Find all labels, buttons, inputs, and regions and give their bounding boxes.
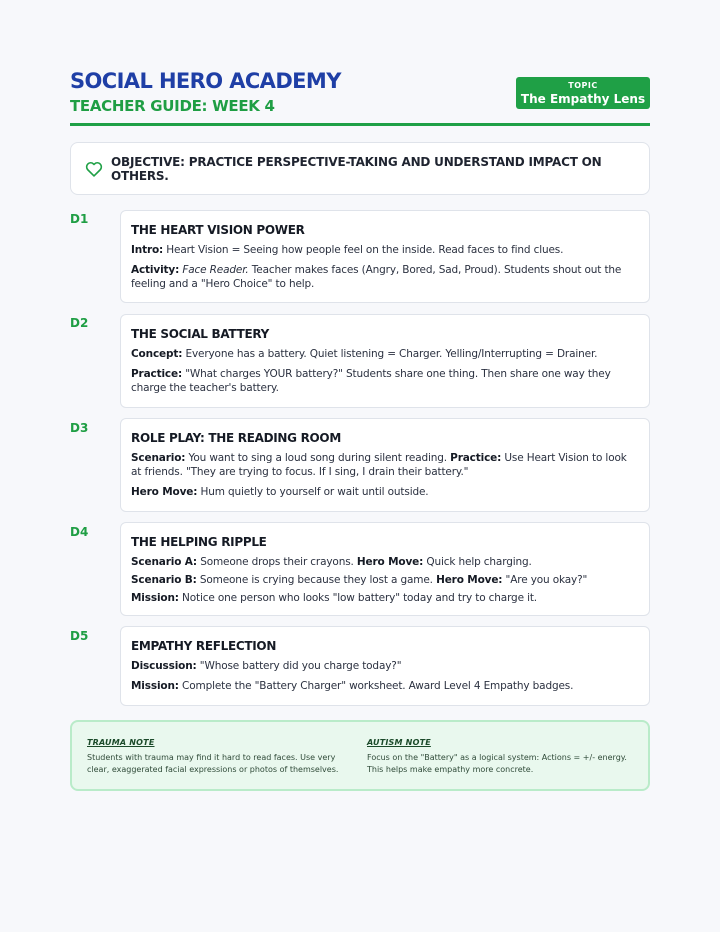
day-label-d1: D1 — [70, 212, 89, 226]
autism-note — [367, 738, 629, 776]
trauma-note-text: Students with trauma may find it hard to read faces. Use very clear, exaggerated facial expressions or photos of themselves. — [87, 753, 339, 774]
scenario-b-label: Scenario B: — [131, 574, 197, 586]
autism-note-title: AUTISM NOTE — [367, 738, 431, 747]
hero-move-line — [131, 485, 639, 499]
page-subtitle: TEACHER GUIDE: WEEK 4 — [70, 97, 275, 115]
intro-text: Heart Vision = Seeing how people feel on the inside. Read faces to find clues. — [163, 244, 564, 256]
hero-move-text: "Are you okay?" — [502, 574, 588, 586]
discussion-label: Discussion: — [131, 660, 197, 672]
day-card-d4 — [120, 522, 650, 616]
topic-badge — [516, 77, 650, 109]
practice-label: Practice: — [131, 368, 182, 380]
day-title: THE HELPING RIPPLE — [131, 535, 267, 549]
day-label-d2: D2 — [70, 316, 89, 330]
objective-text: OBJECTIVE: PRACTICE PERSPECTIVE-TAKING AND UNDERSTAND IMPACT ON OTHERS. — [111, 154, 602, 183]
topic-value: The Empathy Lens — [520, 92, 646, 106]
concept-text: Everyone has a battery. Quiet listening = Charger. Yelling/Interrupting = Drainer. — [182, 348, 598, 360]
scenario-line — [131, 451, 639, 479]
mission-line — [131, 591, 639, 605]
mission-line — [131, 679, 639, 693]
header-divider — [70, 123, 650, 126]
trauma-note-title: TRAUMA NOTE — [87, 738, 155, 747]
scenario-text: You want to sing a loud song during silent reading. — [185, 452, 451, 464]
hero-move-label: Hero Move: — [131, 486, 198, 498]
scenario-a-label: Scenario A: — [131, 556, 197, 568]
objective-box — [70, 142, 650, 195]
hero-move-text: Quick help charging. — [423, 556, 532, 568]
header — [70, 68, 650, 128]
day-title: EMPATHY REFLECTION — [131, 639, 277, 653]
mission-text: Notice one person who looks "low battery" today and try to charge it. — [178, 592, 537, 604]
hero-move-label: Hero Move: — [436, 574, 503, 586]
activity-label: Activity: — [131, 264, 180, 276]
activity-text: Teacher makes faces (Angry, Bored, Sad, Proud). Students shout out the feeling and a "Hero Choice" to help. — [131, 264, 622, 290]
activity-name: Face Reader. — [182, 264, 249, 276]
practice-text: Use Heart Vision to look at friends. "They are trying to focus. If I sing, I drain their battery." — [131, 452, 627, 478]
practice-line — [131, 367, 639, 395]
discussion-text: "Whose battery did you charge today?" — [196, 660, 402, 672]
page-title: SOCIAL HERO ACADEMY — [70, 69, 341, 93]
day-card-d5 — [120, 626, 650, 706]
day-label-d3: D3 — [70, 421, 89, 435]
day-card-d1 — [120, 210, 650, 303]
scenario-label: Scenario: — [131, 452, 186, 464]
scenario-b-text: Someone is crying because they lost a game. — [196, 574, 437, 586]
mission-text: Complete the "Battery Charger" worksheet. Award Level 4 Empathy badges. — [178, 680, 574, 692]
concept-line — [131, 347, 639, 361]
hero-move-text: Hum quietly to yourself or wait until outside. — [197, 486, 429, 498]
heart-icon — [85, 161, 103, 177]
mission-label: Mission: — [131, 680, 179, 692]
practice-label: Practice: — [450, 452, 502, 464]
intro-label: Intro: — [131, 244, 164, 256]
discussion-line — [131, 659, 639, 673]
day-title: THE HEART VISION POWER — [131, 223, 305, 237]
intro-line — [131, 243, 639, 257]
notes-box — [70, 720, 650, 791]
hero-move-label: Hero Move: — [356, 556, 424, 568]
mission-label: Mission: — [131, 592, 179, 604]
day-card-d2 — [120, 314, 650, 408]
day-label-d5: D5 — [70, 629, 89, 643]
activity-line — [131, 263, 639, 291]
day-label-d4: D4 — [70, 525, 89, 539]
trauma-note — [87, 738, 349, 776]
scenario-b-line — [131, 573, 639, 587]
concept-label: Concept: — [131, 348, 183, 360]
scenario-a-line — [131, 555, 639, 569]
practice-text: "What charges YOUR battery?" Students share one thing. Then share one way they charge the teacher's battery. — [131, 368, 611, 394]
scenario-a-text: Someone drops their crayons. — [197, 556, 357, 568]
day-title: ROLE PLAY: THE READING ROOM — [131, 431, 341, 445]
day-title: THE SOCIAL BATTERY — [131, 327, 270, 341]
day-card-d3 — [120, 418, 650, 512]
topic-label: TOPIC — [568, 81, 598, 90]
autism-note-text: Focus on the "Battery" as a logical system: Actions = +/- energy. This helps make empathy more concrete. — [367, 753, 627, 774]
